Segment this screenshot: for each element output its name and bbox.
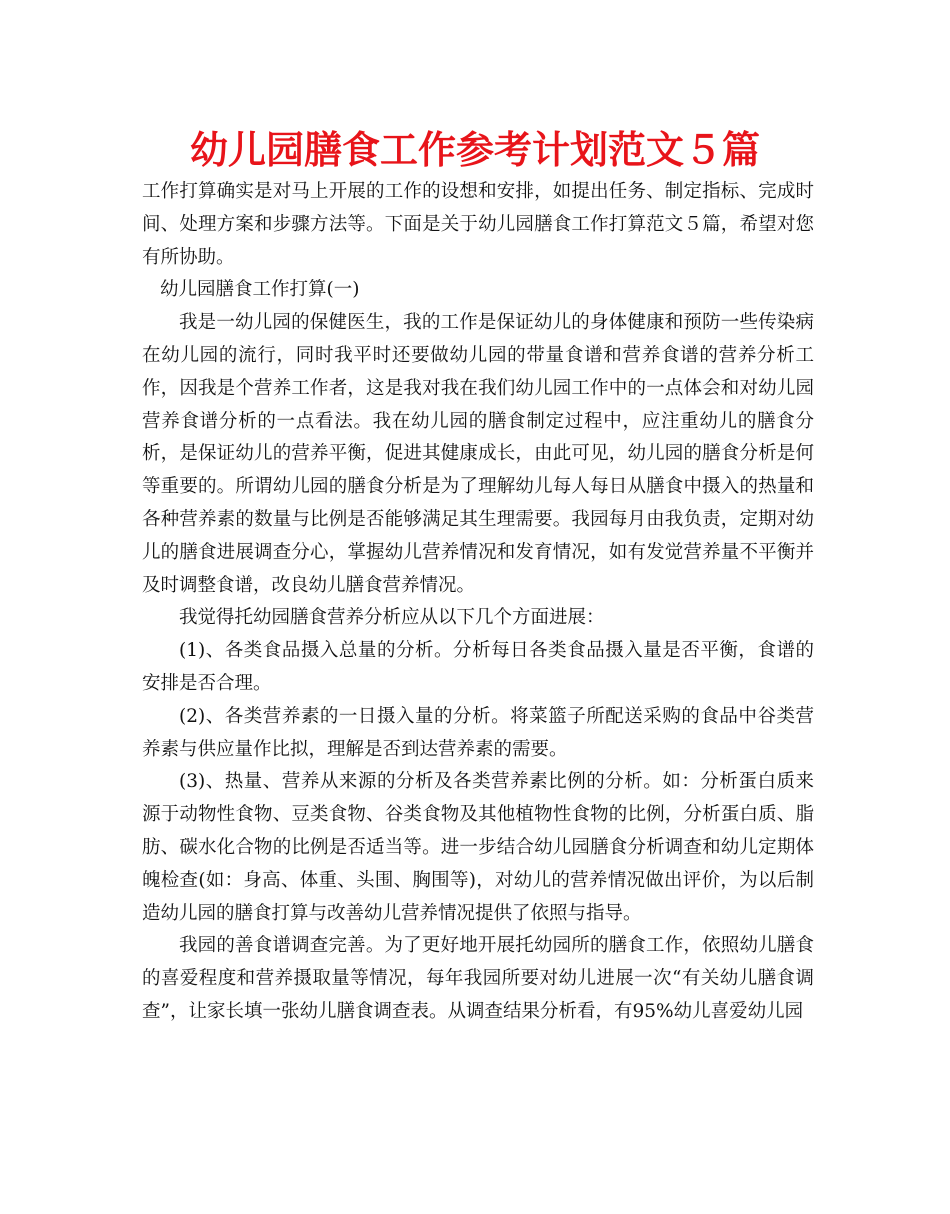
list-item-paragraph: (1)、各类食品摄入总量的分析。分析每日各类食品摄入量是否平衡，食谱的安排是否合理。 <box>142 640 814 694</box>
body-paragraph: 我园的善食谱调查完善。为了更好地开展托幼园所的膳食工作，依照幼儿膳食的喜爱程度和营养摄取量等情况，每年我园所要对幼儿进展一次“有关幼儿膳食调查”，让家长填一张幼儿膳食调查表。从调查结果分析看，有95%幼儿喜爱幼儿园 <box>142 935 814 1022</box>
document-body <box>142 176 814 1029</box>
body-paragraph: 我觉得托幼园膳食营养分析应从以下几个方面进展： <box>179 607 605 629</box>
section-heading: 幼儿园膳食工作打算(一) <box>160 279 360 301</box>
intro-paragraph: 工作打算确实是对马上开展的工作的设想和安排，如提出任务、制定指标、完成时间、处理方案和步骤方法等。下面是关于幼儿园膳食工作打算范文５篇，希望对您有所协助。 <box>142 181 814 268</box>
body-paragraph: 我是一幼儿园的保健医生，我的工作是保证幼儿的身体健康和预防一些传染病在幼儿园的流行，同时我平时还要做幼儿园的带量食谱和营养食谱的营养分析工作，因我是个营养工作者，这是我对我在我们幼儿园工作中的一点体会和对幼儿园营养食谱分析的一点看法。我在幼儿园的膳食制定过程中，应注重幼儿的膳食分析，是保证幼儿的营养平衡，促进其健康成长，由此可见，幼儿园的膳食分析是何等重要的。所谓幼儿园的膳食分析是为了理解幼儿每人每日从膳食中摄入的热量和各种营养素的数量与比例是否能够满足其生理需要。我园每月由我负责，定期对幼儿的膳食进展调查分心，掌握幼儿营养情况和发育情况，如有发觉营养量不平衡并及时调整食谱，改良幼儿膳食营养情况。 <box>142 312 814 596</box>
list-item-paragraph: (3)、热量、营养从来源的分析及各类营养素比例的分析。如：分析蛋白质来源于动物性食物、豆类食物、谷类食物及其他植物性食物的比例，分析蛋白质、脂肪、碳水化合物的比例是否适当等。进一步结合幼儿园膳食分析调查和幼儿定期体魄检查(如：身高、体重、头围、胸围等)，对幼儿的营养情况做出评价，为以后制造幼儿园的膳食打算与改善幼儿营养情况提供了依照与指导。 <box>142 771 814 924</box>
document-title: 幼儿园膳食工作参考计划范文５篇 <box>189 128 760 172</box>
list-item-paragraph: (2)、各类营养素的一日摄入量的分析。将菜篮子所配送采购的食品中谷类营养素与供应量作比拟，理解是否到达营养素的需要。 <box>142 705 814 760</box>
